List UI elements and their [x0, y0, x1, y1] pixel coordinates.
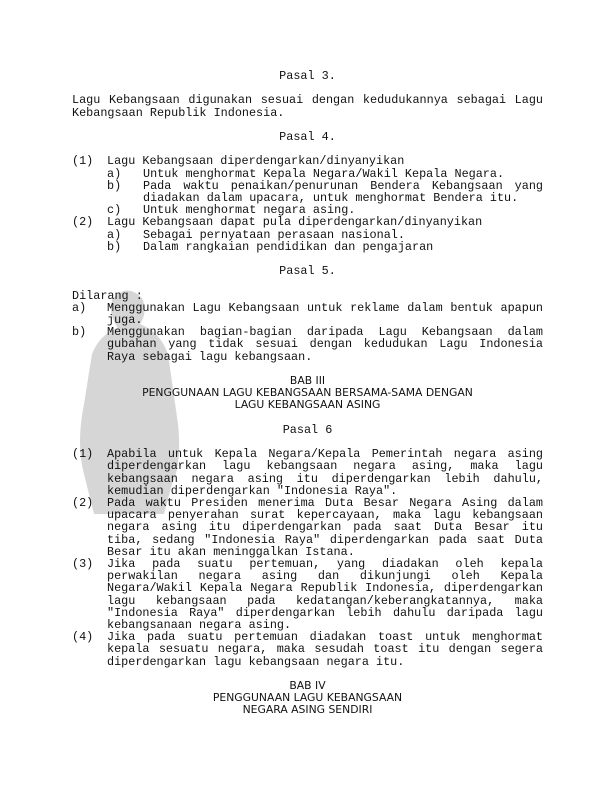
item-label: (4): [72, 630, 94, 645]
item-text: negara asing itu diperdengarkan pada saat Duta Besar itu: [107, 520, 543, 535]
sub-item: [72, 180, 543, 204]
pasal-5-title: Pasal 5.: [279, 264, 336, 279]
dilarang-intro: Dilarang :: [72, 288, 143, 303]
item-text: Apabila untuk Kepala Negara/Kepala Pemerintah negara asing: [107, 447, 543, 462]
bab-3-subtitle: LAGU KEBANGSAAN ASING: [234, 398, 381, 412]
item-label: b): [72, 325, 87, 340]
item-label: (2): [72, 215, 94, 230]
item-text: diadakan dalam upacara, untuk menghormat Bendera itu.: [143, 190, 519, 205]
item-label: (2): [72, 495, 94, 510]
list-item: [72, 631, 543, 668]
item-text: kebangsanaan negara asing.: [107, 618, 292, 633]
item-text: Jika pada suatu pertemuan, yang diadakan oleh kepala: [107, 557, 543, 571]
item-text: lagu kebangsaan pada kedatangan/keberangkatannya, maka: [107, 593, 543, 608]
document-body: [72, 70, 543, 717]
item-text: kepala sesuatu negara, maka sesudah toast itu dengan segera: [107, 642, 543, 657]
item-text: diperdengarkan lagu kebangsaan negara asing, maka lagu: [107, 459, 543, 474]
item-text: Lagu Kebangsaan dapat pula diperdengarkan/dinyanyikan: [107, 215, 483, 230]
paragraph-line: Kebangsaan Republik Indonesia.: [72, 105, 285, 120]
sub-item: [72, 229, 543, 241]
item-text: gubahan yang tidak sesuai dengan kedudukan Lagu Indonesia: [107, 337, 543, 352]
item-text: Lagu Kebangsaan diperdengarkan/dinyanyikan: [107, 154, 405, 169]
list-item: [72, 558, 543, 631]
item-text: Besar itu akan meninggalkan Istana.: [107, 544, 355, 559]
item-label: (3): [72, 557, 94, 571]
item-text: Menggunakan bagian-bagian daripada Lagu Kebangsaan dalam: [107, 325, 543, 340]
list-item: [72, 216, 543, 228]
item-text: kemudian diperdengarkan "Indonesia Raya".: [107, 483, 398, 498]
item-text: perwakilan negara asing dan dikunjungi oleh Kepala: [107, 569, 543, 584]
item-text: Raya sebagai lagu kebangsaan.: [107, 349, 313, 364]
sub-item: [72, 241, 543, 253]
item-label: a): [107, 166, 122, 181]
item-text: tiba, sedang "Indonesia Raya" diperdengarkan pada saat Duta: [107, 532, 543, 547]
item-label: a): [72, 300, 87, 315]
list-item: [72, 155, 543, 167]
item-text: Negara/Wakil Kepala Negara Republik Indonesia, diperdengarkan: [107, 581, 543, 596]
bab-4-title: BAB IV: [289, 679, 326, 693]
list-item: [72, 302, 543, 326]
item-text: kebangsaan negara asing itu diperdengarkan lebih dahulu,: [107, 471, 543, 486]
item-text: Untuk menghormat Kepala Negara/Wakil Kepala Negara.: [143, 166, 505, 181]
paragraph-line: Lagu Kebangsaan digunakan sesuai dengan kedudukannya sebagai Lagu: [72, 93, 543, 108]
item-label: (1): [72, 154, 94, 169]
item-text: Untuk menghormat negara asing.: [143, 203, 356, 218]
item-label: a): [107, 227, 122, 242]
item-text: Jika pada suatu pertemuan diadakan toast untuk menghormat: [107, 630, 543, 645]
bab-4-subtitle: NEGARA ASING SENDIRI: [242, 703, 373, 717]
item-label: b): [107, 239, 122, 254]
pasal-6-title: Pasal 6: [282, 422, 333, 437]
item-text: Menggunakan Lagu Kebangsaan untuk reklame dalam bentuk apapun: [107, 300, 543, 315]
list-item: [72, 497, 543, 558]
item-label: (1): [72, 447, 94, 462]
bab-4-subtitle: PENGGUNAAN LAGU KEBANGSAAN: [212, 691, 403, 705]
item-text: Sebagai pernyataan perasaan nasional.: [143, 227, 405, 242]
item-text: diperdengarkan lagu kebangsaan negara itu.: [107, 654, 405, 669]
item-text: "Indonesia Raya" diperdengarkan lebih dahulu daripada lagu: [107, 605, 543, 620]
item-text: Pada waktu penaikan/penurunan Bendera Kebangsaan yang: [143, 178, 543, 193]
bab-3-title: BAB III: [289, 373, 326, 387]
pasal-3-title: Pasal 3.: [279, 69, 336, 83]
bab-3-subtitle: PENGGUNAAN LAGU KEBANGSAAN BERSAMA-SAMA DENGAN: [142, 386, 473, 400]
item-label: b): [107, 178, 122, 193]
sub-item: [72, 168, 543, 180]
item-text: upacara penyerahan surat kepercayaan, maka lagu kebangsaan: [107, 508, 543, 523]
item-text: Dalam rangkaian pendidikan dan pengajaran: [143, 239, 434, 254]
pasal-4-title: Pasal 4.: [279, 129, 336, 144]
list-item: [72, 448, 543, 497]
item-text: juga.: [107, 312, 143, 327]
item-text: Pada waktu Presiden menerima Duta Besar Negara Asing dalam: [107, 495, 543, 510]
item-label: c): [107, 203, 122, 218]
list-item: [72, 326, 543, 363]
